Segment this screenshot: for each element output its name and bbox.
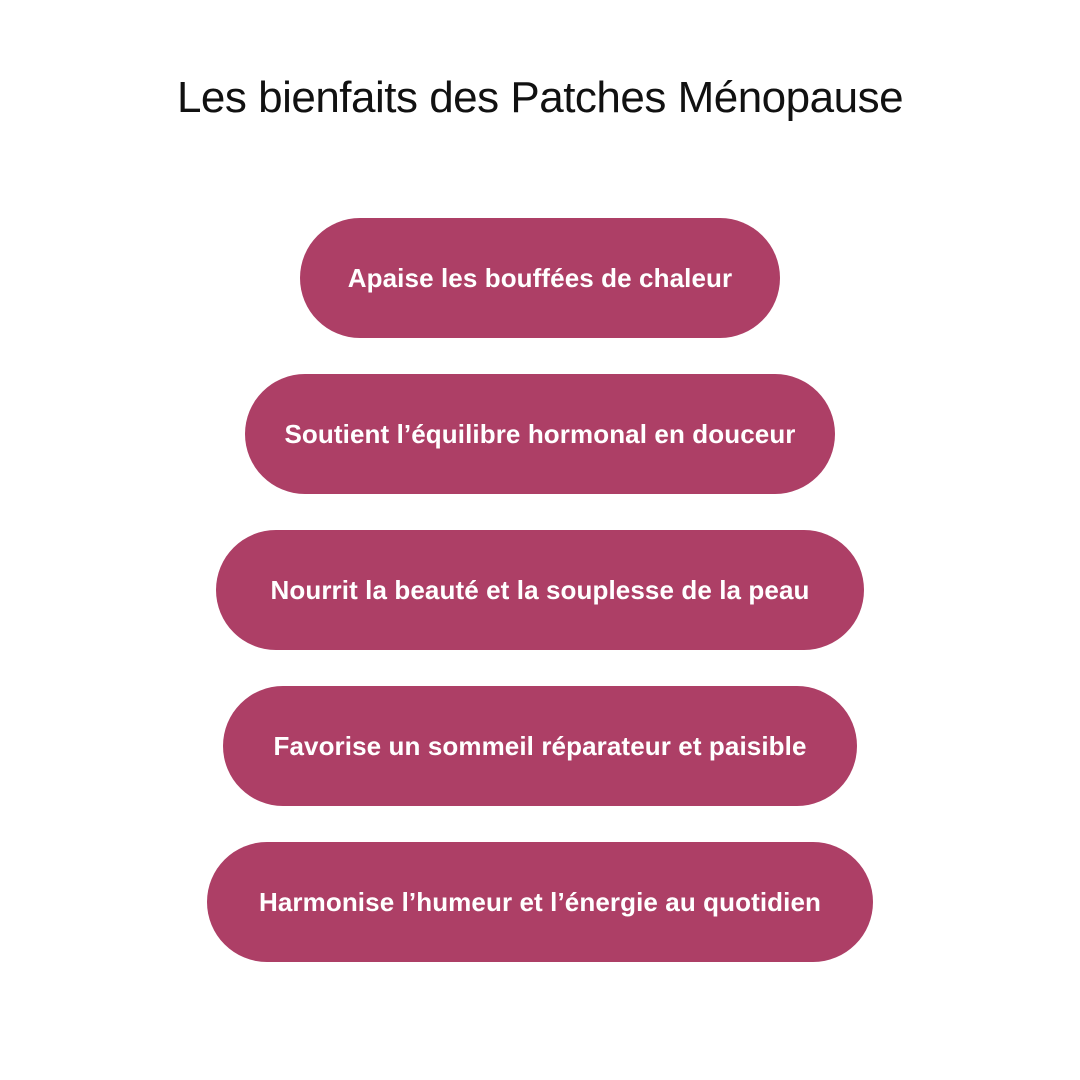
benefit-pill-2: [245, 374, 835, 494]
benefit-label: Nourrit la beauté et la souplesse de la peau: [270, 574, 810, 605]
benefit-pill-5: [207, 842, 873, 962]
benefit-pill-1: [300, 218, 780, 338]
benefit-pill-3: [216, 530, 864, 650]
benefit-pill-4: [223, 686, 857, 806]
benefit-label: Soutient l’équilibre hormonal en douceur: [284, 418, 796, 449]
benefit-label: Harmonise l’humeur et l’énergie au quotidien: [258, 886, 822, 917]
benefits-list: [0, 218, 1080, 962]
page-title: Les bienfaits des Patches Ménopause: [176, 73, 904, 122]
benefit-label: Favorise un sommeil réparateur et paisible: [273, 730, 807, 761]
benefit-label: Apaise les bouffées de chaleur: [347, 262, 733, 293]
